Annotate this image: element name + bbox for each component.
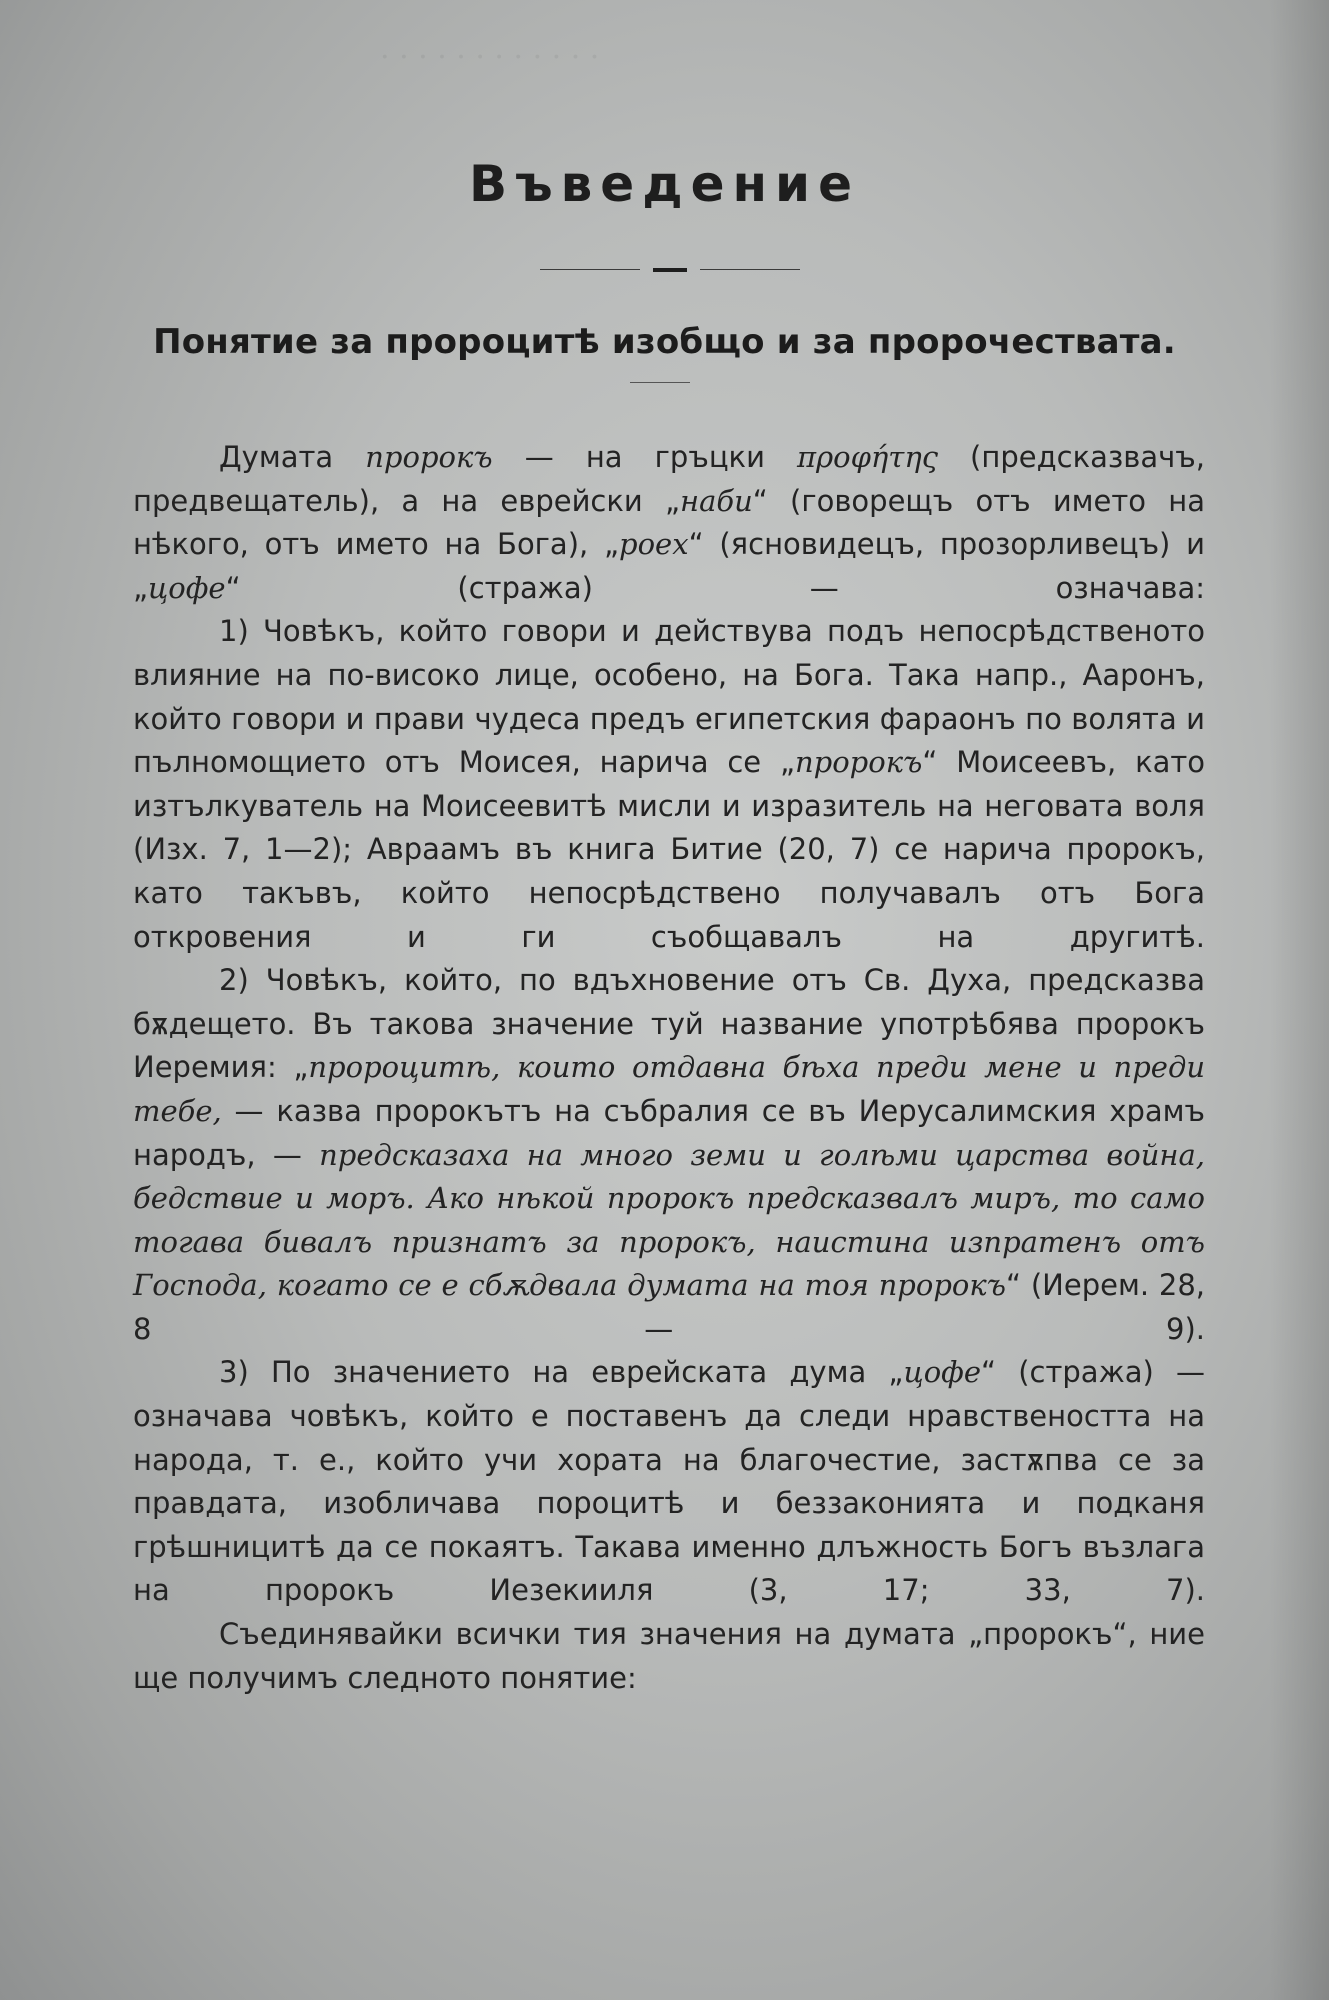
text-run: “ (стража) — означава човѣкъ, който е поставенъ да следи нравствеността на народа, т. е., който учи хората на благочестие, застѫпва се за правдата, изобличава пороцитѣ и беззаконията и подканя грѣшницитѣ да се покаятъ. Такава именно длъжность Богъ възлага на пророкъ Иезекииля (3, 17; 33, 7). bbox=[133, 1355, 1205, 1608]
text-run: Думата bbox=[219, 440, 366, 474]
text-run: — казва пророкътъ на събралия се въ Иерусалимския храмъ народъ, — bbox=[133, 1093, 1205, 1172]
italic-term: цофе bbox=[903, 1355, 982, 1390]
italic-term: роех bbox=[619, 527, 689, 562]
text-run: 2) Човѣкъ, който, по вдъхновение отъ Св. Духа, предсказва бѫдещето. Въ такова значение туй название употрѣбява пророкъ Иеремия: „ bbox=[133, 963, 1205, 1085]
text-run: 1) Човѣкъ, който говори и действува подъ непосрѣдственото влияние на по-високо лице, особено, на Бога. Така напр., Ааронъ, който говори и прави чудеса предъ египетския фараонъ по волята и пълномощието отъ Моисея, нарича се „ bbox=[133, 614, 1205, 780]
body-text bbox=[133, 436, 1205, 1700]
paragraph-intro bbox=[133, 436, 1205, 610]
text-run: “ (Иерем. 28, 8 — 9). bbox=[133, 1268, 1205, 1346]
page-edge-shadow bbox=[1269, 0, 1329, 2000]
title-divider bbox=[540, 268, 800, 272]
section-heading-rule bbox=[630, 382, 690, 383]
paragraph-conclusion bbox=[133, 1613, 1205, 1700]
italic-quote: предсказаха на много земи и голѣми царства война, бедствие и моръ. Ако нѣкой пророкъ предсказвалъ миръ, то само тогава бивалъ признатъ за пророкъ, наистина изпратенъ отъ Господа, когато се е сбѫдвала думата на тоя пророкъ bbox=[133, 1137, 1205, 1303]
paragraph-point-1 bbox=[133, 610, 1205, 959]
page-title: Въведение bbox=[468, 155, 861, 213]
italic-term: наби bbox=[680, 483, 753, 518]
text-run: “ Моисеевъ, като изтълкуватель на Моисеевитѣ мисли и изразитель на неговата воля (Изх. 7, 1—2); Авраамъ въ книга Битие (20, 7) се нарича пророкъ, като такъвъ, който непосрѣдствено получавалъ отъ Бога откровения и ги съобщавалъ на другитѣ. bbox=[133, 745, 1205, 954]
text-run: (предсказвачъ, предвещатель), а на еврейски „ bbox=[133, 440, 1205, 518]
text-run: “ (говорещъ отъ името на нѣкого, отъ името на Бога), „ bbox=[133, 483, 1205, 562]
paragraph-point-2 bbox=[133, 959, 1205, 1351]
text-run: “ (ясновидецъ, прозорливецъ) и „ bbox=[133, 527, 1205, 605]
italic-quote: пророцитѣ, които отдавна бѣха преди мене и преди тебе, bbox=[133, 1050, 1205, 1128]
text-run: Съединявайки всички тия значения на думата „пророкъ“, ние ще получимъ следното понятие: bbox=[133, 1617, 1205, 1695]
text-run: 3) По значението на еврейската дума „ bbox=[219, 1355, 904, 1390]
italic-term: пророкъ bbox=[794, 745, 923, 780]
italic-term: цофе bbox=[148, 570, 226, 605]
text-run: — на гръцки bbox=[492, 440, 798, 474]
text-run: “ (стража) — означава: bbox=[225, 570, 1205, 605]
bleed-through-text: · · · · · · · · · · · · bbox=[380, 40, 600, 75]
greek-term: προφήτης bbox=[797, 440, 938, 474]
italic-term: пророкъ bbox=[365, 440, 493, 474]
section-heading: Понятие за пророцитѣ изобщо и за пророчествата. bbox=[153, 322, 1176, 362]
paragraph-point-3 bbox=[133, 1351, 1205, 1613]
